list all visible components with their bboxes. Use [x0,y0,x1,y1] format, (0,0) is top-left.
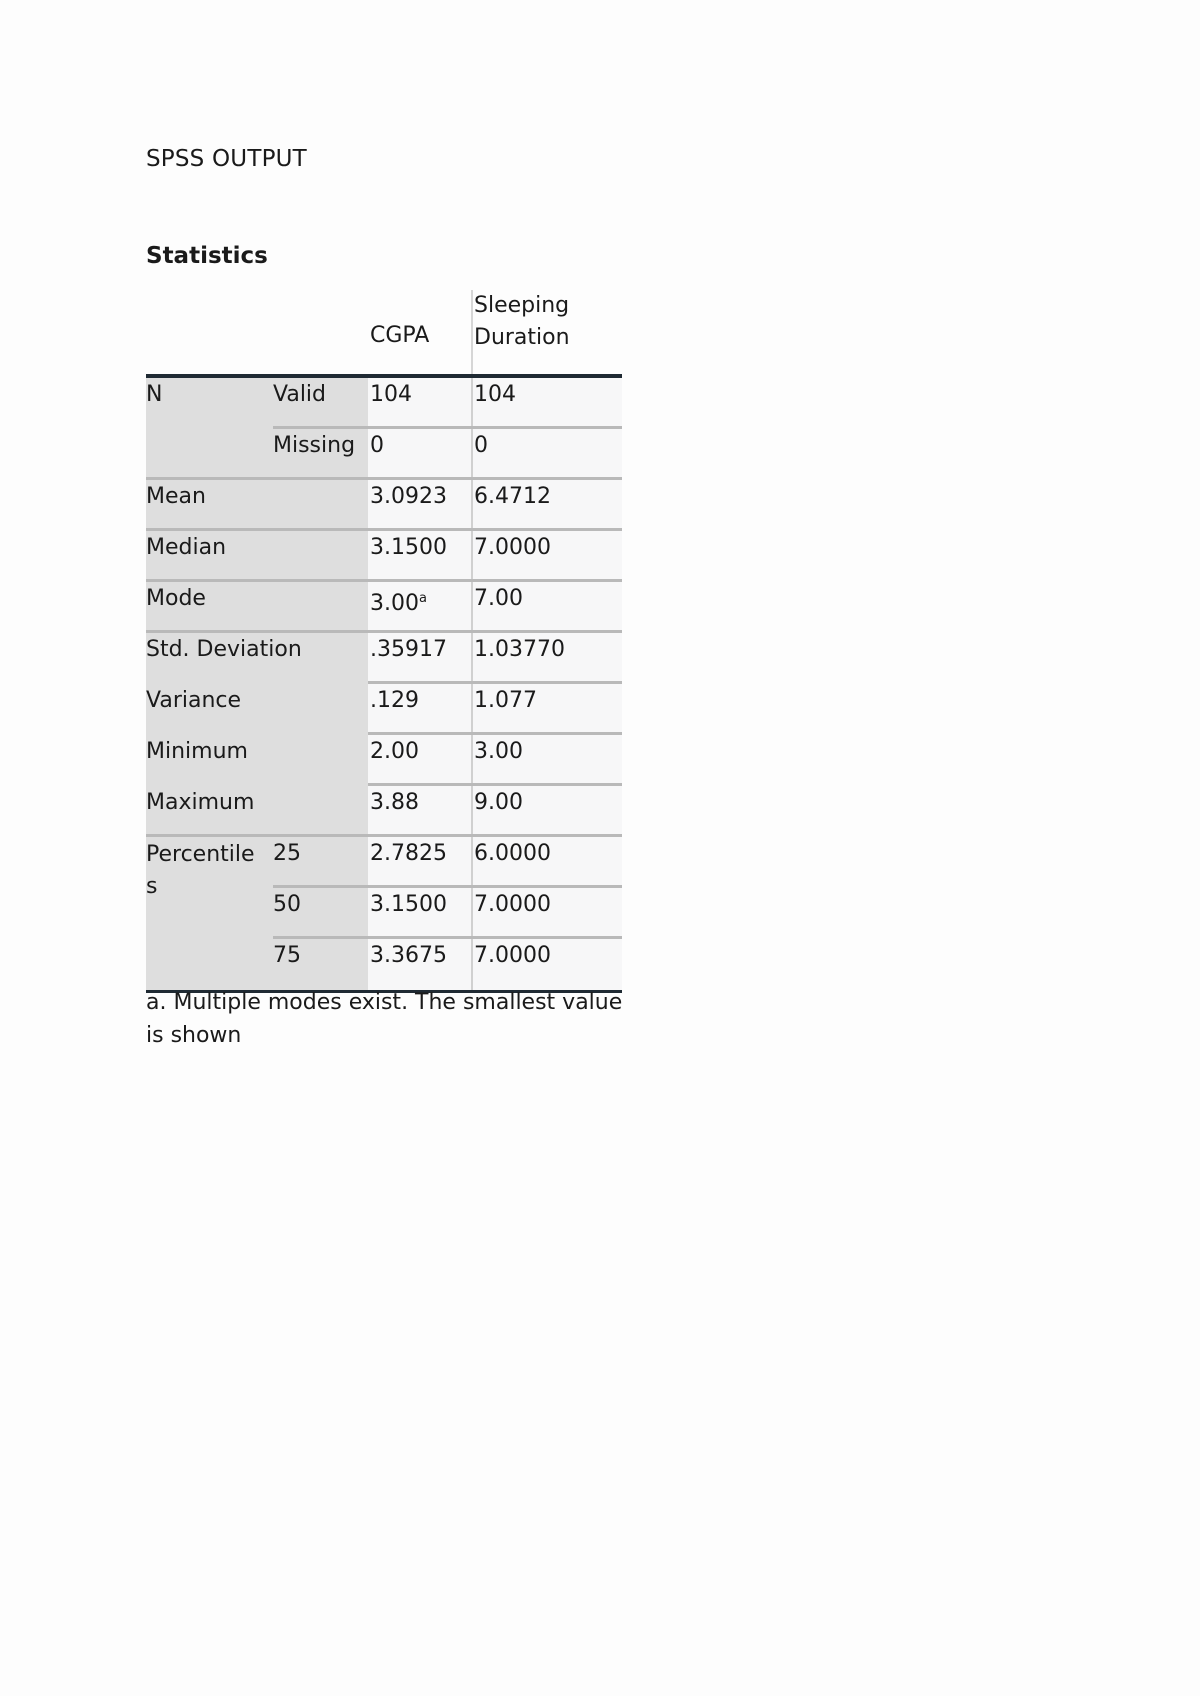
row-label: 25 [273,841,301,866]
cell-cgpa: 3.3675 [370,943,447,968]
column-header-sleeping-duration: Sleeping Duration [474,293,570,350]
table-row [146,429,622,480]
cell-cgpa: 3.88 [370,790,419,815]
cell-cgpa: 3.1500 [370,892,447,917]
statistics-table [146,290,622,993]
row-label: Minimum [146,739,248,764]
table-row [146,633,622,684]
cell-cgpa: 0 [370,433,384,458]
cell-sleeping-duration: 7.0000 [474,535,551,560]
table-header [146,290,622,374]
row-label: Missing [273,433,356,458]
table-row [146,786,622,837]
cell-cgpa: 104 [370,382,412,407]
table-row [146,684,622,735]
group-label-line: s [146,874,158,899]
table-row [146,531,622,582]
row-label: Mode [146,586,206,611]
cell-sleeping-duration: 3.00 [474,739,523,764]
group-label-line: Percentile [146,842,255,867]
row-label: 50 [273,892,301,917]
table-row [146,735,622,786]
table-row [146,888,622,939]
cell-cgpa: .35917 [370,637,447,662]
cell-value: 3.00 [370,591,419,616]
cell-sleeping-duration: 7.00 [474,586,523,611]
cell-cgpa: 2.00 [370,739,419,764]
row-group-label-n: N [146,382,163,407]
page-heading: SPSS OUTPUT [146,146,307,172]
row-label: 75 [273,943,301,968]
table-row [146,837,622,899]
table-title: Statistics [146,243,268,269]
cell-sleeping-duration: 1.077 [474,688,537,713]
cell-sleeping-duration: 104 [474,382,516,407]
column-divider [471,290,473,374]
table-body [146,374,622,993]
cell-cgpa: .129 [370,688,419,713]
cell-cgpa: 2.7825 [370,841,447,866]
table-row [146,378,622,429]
cell-cgpa: 3.0923 [370,484,447,509]
table-footnote: a. Multiple modes exist. The smallest value is shown [146,990,623,1048]
cell-sleeping-duration: 1.03770 [474,637,565,662]
row-label: Median [146,535,227,560]
row-label: Variance [146,688,242,713]
cell-sleeping-duration: 7.0000 [474,892,551,917]
table-row [146,582,622,633]
cell-sleeping-duration: 6.0000 [474,841,551,866]
cell-sleeping-duration: 9.00 [474,790,523,815]
cell-sleeping-duration: 0 [474,433,488,458]
column-header-cgpa: CGPA [370,323,430,348]
table-row [146,480,622,531]
row-label: Std. Deviation [146,637,302,662]
row-label: Valid [273,382,327,407]
row-label: Maximum [146,790,255,815]
row-label: Mean [146,484,206,509]
cell-sleeping-duration: 6.4712 [474,484,551,509]
footnote-marker: a [418,591,427,606]
cell-cgpa [370,584,427,619]
cell-sleeping-duration: 7.0000 [474,943,551,968]
table-row [146,939,622,990]
cell-cgpa: 3.1500 [370,535,447,560]
